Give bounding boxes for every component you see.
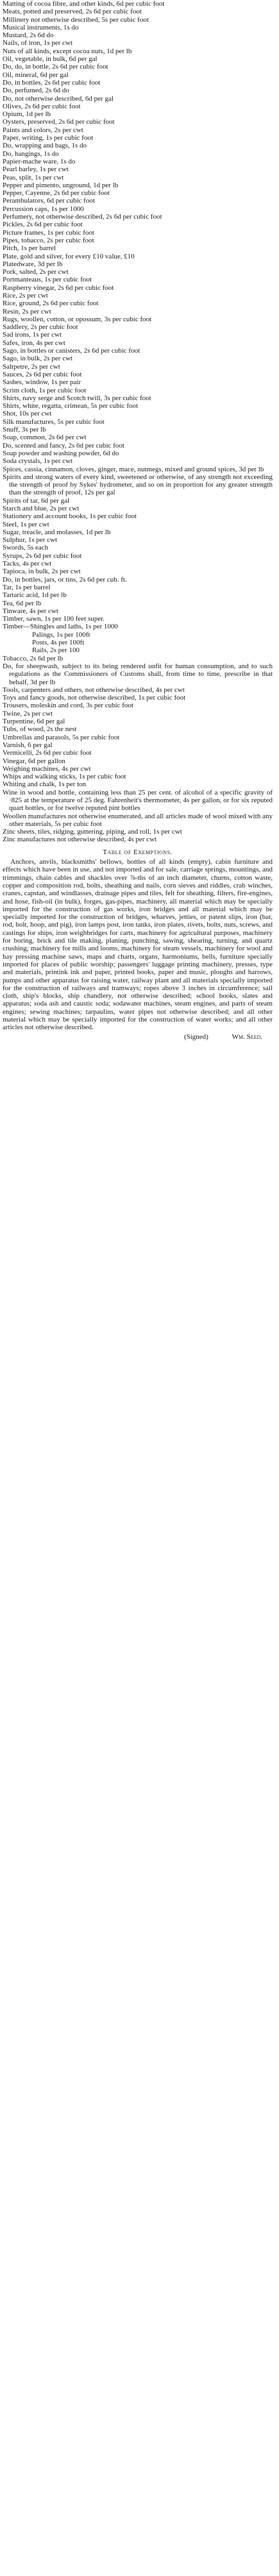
tariff-entry: Toys and fancy goods, not otherwise described, 1s per cubic foot [3, 694, 186, 702]
tariff-entry: Platedware, 3d per lb [3, 260, 63, 268]
tariff-entry: Tea, 6d per lb [3, 599, 42, 607]
tariff-entry: Olives, 2s 6d per cubic foot [3, 102, 81, 110]
tariff-entry: Plate, gold and silver, for every £10 value, £10 [3, 252, 135, 260]
tariff-entry: Sago, in bulk, 2s per cwt [3, 355, 73, 363]
tariff-entry: Timber—Shingles and laths, 1s per 1000 [3, 623, 118, 631]
tariff-entry: Do, in bottles, jars, or tins, 2s 6d per cub. ft. [3, 575, 127, 584]
tariff-entry: Tools, carpenters and others, not otherwise described, 4s per cwt [3, 686, 185, 694]
tariff-entry: Turpentine, 6d per gal [3, 718, 65, 726]
tariff-entry: Rails, 2s per 100 [32, 646, 80, 655]
tariff-entry: Resin, 2s per cwt [3, 307, 51, 316]
tariff-entry: Varnish, 6 per gal [3, 741, 53, 749]
tariff-entry: Timber, sawn, 1s per 100 feet super. [3, 615, 105, 623]
tariff-entry: Mustard, 2s 6d do [3, 31, 54, 40]
tariff-entry: Do, wrapping and bags, 1s do [3, 142, 87, 150]
tariff-entry: Oil, vegetable, in bulk, 6d per gal [3, 55, 97, 63]
tariff-entry: Sashes, window, 1s per pair [3, 378, 81, 387]
tariff-entry: Whips and walking sticks, 1s per cubic foot [3, 773, 126, 781]
tariff-entry: Tartaric acid, 1d per lb [3, 591, 67, 600]
tariff-entry: Tacks, 4s per cwt [3, 560, 52, 568]
tariff-entry: Zinc manufactures not otherwise described, 4s per cwt [3, 836, 157, 844]
tariff-entry: Woollen manufactures not otherwise enumerated, and all articles made of wool mixed with any other materials, 5s per cubic foot [3, 812, 273, 828]
tariff-entry: Whiting and chalk, 1s per ton [3, 780, 87, 789]
tariff-entry: Pipes, tobacco, 2s per cubic foot [3, 236, 94, 244]
exemptions-paragraph: Anchors, anvils, blacksmiths' bellows, bottles of all kinds (empty), cabin furniture and effects which have been in use, and not imported and for sale, carriage springs, mountings, and trimmings, chain cables and shackles over ⅞-ths of an inch diameter, churns, cotton waste, copper and composition rod, bolts, sheathing and nails, corn sieves and riddles, crab winches, cranes, capstan, and windlasses, drainage pipes and tiles, felt for sheathing, filters, fire-engines, and hose, fish-oil (in bulk), forges, gas-pipes, machinery, all material which may be specially imported for the construction of gas works, iron bridges and all material which may be specially imported for the construction of bridges, wharves, jetties, or patent slips, iron (bar, rod, bolt, hoop, and pig), iron lamps post, iron tanks, iron plates, rivets, bolts, nuts, screws, and castings for ships, iron weighbridges for carts, machinery for agricultural purposes, machinery for boring, brick and tile making, planing, punching, sawing, shearing, turning, and quartz crushing; machinery for mills and looms, machinery for steam vessels, machinery for wool and hay pressing machine saws, maps and charts, organs, harmoniums, bells, furniture specially imported for places of public worship; passengers' luggage printing machinery, presses, type and materials, printink ink and paper, printed books, paper and music, ploughs and harrows, pumps and other apparatus for raising water, railway plant and all materials specially imported for the construction of railways and tramways; ropes above 3 inches in circumference; sail cloth, ship's blocks, ship chandlery, not otherwise described; school books, slates and apparatus; soda ash and caustic soda; sodawater machines, steam engines, and parts of steam engines; sewing machines; tarpaulins, water pipes not otherwise described; and all other material which may be specially imported for the construction of water works; and all other articles not otherwise described. [3, 858, 273, 1032]
tariff-entry: Perambulators, 6d per cubic foot [3, 197, 95, 205]
tariff-entry: Raspberry vinegar, 2s 6d per cubic foot [3, 283, 114, 292]
tariff-entry: Nuts of all kinds, except cocoa nuts, 1d per lb [3, 47, 132, 55]
tariff-entry: Opium, 1d per lb [3, 110, 51, 119]
tariff-entry: Safes, iron, 4s per cwt [3, 339, 65, 347]
tariff-entry: Saddlery, 2s per cubic foot [3, 323, 78, 332]
tariff-entry: Posts, 4s per 100ft [32, 639, 85, 647]
tariff-entry: Sugar, treacle, and molasses, 1d per lb [3, 528, 111, 536]
tariff-entry: Soap powder and washing powder, 6d do [3, 449, 119, 457]
tariff-entry: Pepper, Cayenne, 2s 6d per cubic foot [3, 189, 110, 198]
tariff-entry: Soap, common, 2s 6d per cwt [3, 434, 87, 442]
tariff-entry: Do, not otherwise described, 6d per gal [3, 94, 114, 103]
tariff-entry: Rice, 2s per cwt [3, 291, 48, 299]
tariff-entry: Rugs, woollen, cotton, or opossum, 3s per cubic foot [3, 315, 152, 323]
tariff-entry: Do, hangings, 1s do [3, 149, 59, 158]
tariff-entry: Rice, ground, 2s 6d per cubic foot [3, 299, 99, 308]
tariff-entry: Spices, cassia, cinnamon, cloves, ginger, mace, nutmegs, mixed and ground spices, 3d per lb [3, 465, 264, 473]
tariff-entry: Tubs, of wood, 2s the nest [3, 725, 77, 734]
document-page [0, 0, 279, 1041]
tariff-entry: Spirits of tar, 6d per gal [3, 496, 70, 505]
tariff-entry: Do, for sheepwash, subject to its being rendered unfit for human consumption, and to such regulations as the Commissioners of Customs shall, from time to time, prescribe in that behalf, 3d per lb [3, 662, 273, 686]
signatory-name: Wm. Seed. [232, 1032, 262, 1041]
tariff-entry: Weighing machines, 4s per cwt [3, 764, 91, 773]
tariff-entry: Umbrellas and parasols, 5s per cubic foot [3, 733, 120, 741]
tariff-entry: Shirts, navy serge and Scotch twill, 3s per cubic foot [3, 394, 151, 402]
tariff-entry: Peas, split, 1s per cwt [3, 173, 64, 181]
tariff-entry: Saltpetre, 2s per cwt [3, 362, 60, 371]
tariff-entry: Tobacco, 2s 6d per lb [3, 654, 63, 662]
tariff-entry: Twine, 2s per cwt [3, 709, 53, 718]
tariff-entry: Paints and colors, 2s per cwt [3, 126, 83, 134]
tariff-entry: Pork, salted, 2s per cwt [3, 268, 69, 276]
tariff-entry: Perfumery, not otherwise described, 2s 6d per cubic foot [3, 213, 162, 221]
tariff-entry: Zinc sheets, tiles, ridging, guttering, piping, and roll, 1s per cwt [3, 828, 182, 836]
tariff-entry: Pepper and pimento, unground, 1d per lb [3, 181, 119, 189]
tariff-entry: Shot, 10s per cwt [3, 410, 52, 418]
tariff-entry: Tapioca, in bulk, 2s per cwt [3, 568, 81, 576]
tariff-entry: Spirits and strong waters of every kind, sweetened or otherwise, of any strength not exceeding the strength of proof by Sykes' hydrometer, and so on in proportion for any greater strength than the strength of proof, 12s per gal [3, 473, 273, 497]
tariff-entry: Scrim cloth, 1s per cubic foot [3, 386, 87, 394]
tariff-entry: Millinery not otherwise described, 5s per cubic foot [3, 15, 149, 24]
tariff-entry: Meats, potted and preserved, 2s 6d per cubic foot [3, 8, 142, 16]
tariff-entry: Vermicelli, 2s 6d per cubic foot [3, 749, 92, 757]
tariff-entry: Tar, 1s per barrel [3, 583, 51, 591]
tariff-entry: Sago, in bottles or canisters, 2s 6d per cubic foot [3, 347, 140, 355]
tariff-entry: Syrups, 2s 6d per cubic foot [3, 551, 82, 560]
tariff-entry: Do, perfumed, 2s 6d do [3, 87, 69, 95]
tariff-entry: Pearl barley, 1s per cwt [3, 165, 69, 174]
exemptions-heading: Table of Exemptions. [103, 848, 173, 856]
tariff-entry: Matting of cocoa fibre, and other kinds, 6d per cubic foot [3, 0, 165, 8]
tariff-entry: Do, in bottles, 2s 6d per cubic foot [3, 78, 101, 87]
tariff-entry: Nails, of iron, 1s per cwt [3, 39, 73, 47]
tariff-entry: Soda crystals, 1s per cwt [3, 457, 73, 466]
tariff-entry: Paper, writing, 1s per cubic foot [3, 134, 93, 142]
tariff-entry: Shirts, white, regatta, crimean, 5s per cubic foot [3, 402, 139, 410]
tariff-entry: Pitch, 1s per barrel [3, 244, 56, 253]
tariff-entry: Sauces, 2s 6d per cubic foot [3, 370, 82, 378]
tariff-entry: Silk manufactures, 5s per cubic foot [3, 417, 105, 426]
tariff-entry: Oysters, preserved, 2s 6d per cubic foot [3, 118, 115, 126]
tariff-entry: Steel, 1s per cwt [3, 520, 49, 528]
signed-label: (Signed) [183, 1032, 208, 1041]
tariff-list [3, 0, 273, 844]
tariff-entry: Starch and blue, 2s per cwt [3, 505, 80, 512]
tariff-entry: Musical instruments, 1s do [3, 23, 79, 31]
tariff-entry: Stationery and account books, 1s per cubic foot [3, 512, 137, 521]
tariff-entry: Portmanteaus, 1s per cubic foot [3, 276, 92, 284]
tariff-entry: Do, scented and fancy, 2s 6d per cubic foot [3, 441, 124, 450]
tariff-entry: Wine in wood and bottle, containing less than 25 per cent. of alcohol of a specific gravity of ·825 at the temperature of 25 deg. Fahrenheit's thermometer, 4s per gallon, or for six reputed quart bottles, or for twelve reputed pint bottles [3, 788, 273, 812]
tariff-entry: Vinegar, 6d per gallon [3, 757, 65, 765]
tariff-entry: Swords, 5s each [3, 544, 49, 552]
tariff-entry: Papier-mache ware, 1s do [3, 157, 76, 165]
tariff-entry: Trousers, moleskin and cord, 3s per cubic foot [3, 702, 133, 710]
tariff-entry: Picture frames, 1s per cubic foot [3, 228, 94, 237]
signature-line [3, 1033, 273, 1041]
tariff-entry: Sad irons, 1s per cwt [3, 331, 62, 339]
tariff-entry: Oil, mineral, 6d per gal [3, 71, 69, 79]
tariff-entry: Do, do, in bottle, 2s 6d per cubic foot [3, 63, 108, 71]
tariff-entry: Snuff, 3s per lb [3, 426, 46, 434]
tariff-entry: Palings, 1s per 100ft [32, 630, 90, 639]
tariff-entry: Tinware, 4s per cwt [3, 607, 58, 615]
tariff-entry: Sulphur, 1s per cwt [3, 536, 58, 544]
tariff-entry: Pickles, 2s 6d per cubic foot [3, 221, 83, 229]
tariff-entry: Percussion caps, 1s per 1000 [3, 205, 84, 213]
